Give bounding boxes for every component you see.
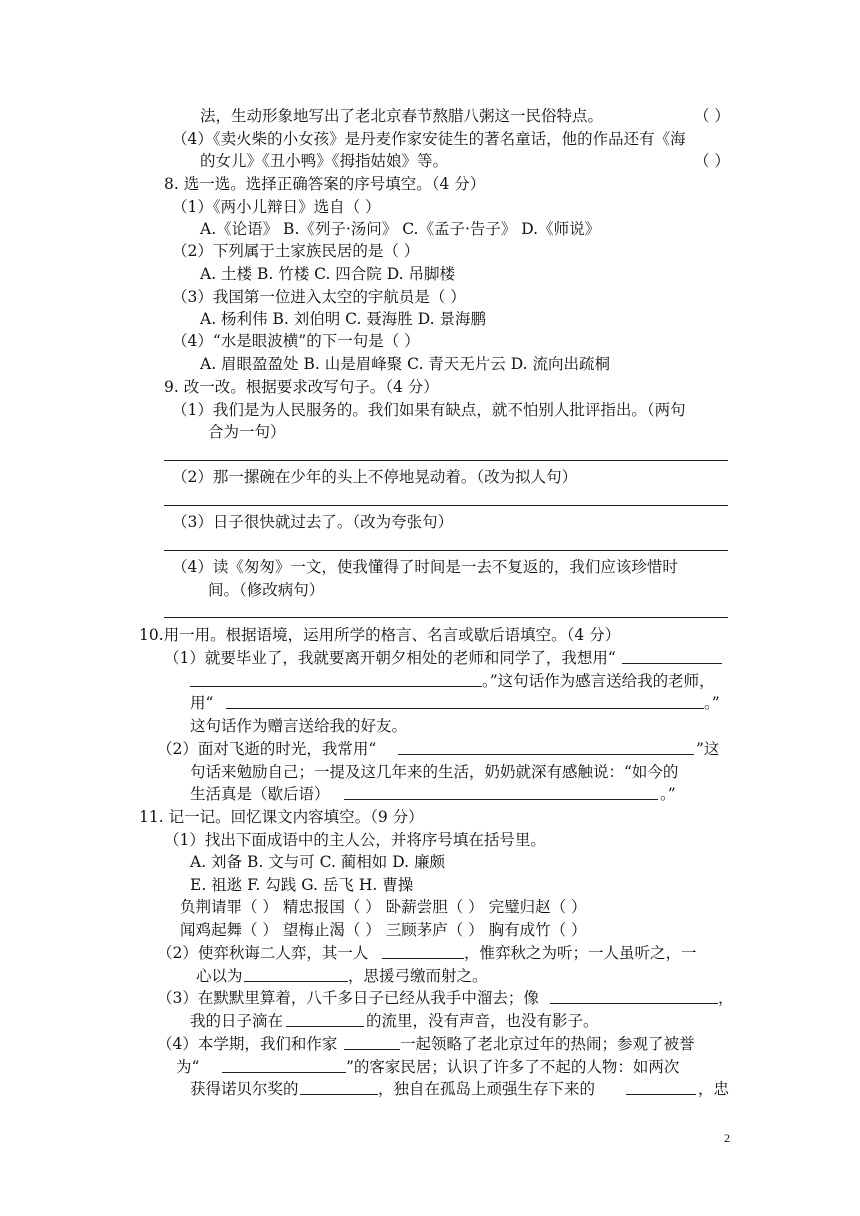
q10-item2-line3-start: 生活真是（歇后语）: [190, 785, 330, 803]
q8-item4-options: A. 眉眼盈盈处 B. 山是眉峰聚 C. 青天无片云 D. 流向出疏桐: [200, 355, 610, 373]
q8-item2: （2）下列属于土家族民居的是（ ）: [172, 242, 420, 260]
q7-item4-line1: （4）《卖火柴的小女孩》是丹麦作家安徒生的著名童话，他的作品还有《海: [172, 130, 686, 148]
q11-item3-blank1[interactable]: [550, 1003, 718, 1004]
q11-item1: （1）找出下面成语中的主人公，并将序号填在括号里。: [164, 831, 546, 849]
q9-item1-line2: 合为一句）: [208, 423, 286, 441]
q10-item1-blank1a[interactable]: [622, 663, 722, 664]
q11-item4-line1-start: （4）本学期，我们和作家: [157, 1035, 338, 1053]
q11-item4-line3-mid: ，独自在孤岛上顽强生存下来的: [378, 1080, 596, 1098]
q8-heading: 8. 选一选。选择正确答案的序号填空。（4 分）: [164, 175, 486, 193]
q9-item2-answer-line[interactable]: [164, 505, 728, 506]
q11-item1-options-row1: A. 刘备 B. 文与可 C. 蔺相如 D. 廉颇: [190, 853, 445, 871]
q11-item2-blank2[interactable]: [244, 981, 348, 982]
q10-heading: 10.用一用。根据语境，运用所学的格言、名言或歇后语填空。（4 分）: [139, 626, 621, 644]
q9-item3-answer-line[interactable]: [164, 550, 728, 551]
q9-item1-line1: （1）我们是为人民服务的。我们如果有缺点，就不怕别人批评指出。（两句: [172, 401, 686, 419]
q11-item2-line2-end: ，思援弓缴而射之。: [348, 967, 488, 985]
q11-item4-blank3[interactable]: [300, 1094, 378, 1095]
q11-item4-blank4[interactable]: [626, 1094, 696, 1095]
q9-item4-line1: （4）读《匆匆》一文，使我懂得了时间是一去不复返的，我们应该珍惜时: [172, 558, 678, 576]
q11-item2-blank1[interactable]: [382, 958, 464, 959]
q10-item1-blank1b[interactable]: [190, 686, 482, 687]
page-number: 2: [724, 1131, 730, 1145]
q7-item4-answer-paren[interactable]: （ ）: [694, 152, 730, 170]
q11-item2-line1-start: （2）使弈秋诲二人弈，其一人: [157, 944, 369, 962]
q7-item3-answer-paren[interactable]: （ ）: [694, 107, 730, 125]
q9-item3: （3）日子很快就过去了。（改为夸张句）: [172, 513, 454, 531]
q8-item1-options: A.《论语》 B.《列子·汤问》 C.《孟子·告子》 D.《师说》: [200, 220, 601, 238]
q11-item3-blank2[interactable]: [286, 1026, 364, 1027]
q11-item4-blank2[interactable]: [222, 1072, 346, 1073]
q8-item4: （4）“水是眼波横”的下一句是（ ）: [172, 332, 420, 350]
q8-item2-options: A. 土楼 B. 竹楼 C. 四合院 D. 吊脚楼: [200, 265, 455, 283]
q11-item4-line3-end: ，忠: [698, 1080, 730, 1098]
q11-item3-line1-start: （3）在默默里算着，八千多日子已经从我手中溜去；像: [157, 989, 539, 1007]
q11-item4-line2-end: ”的客家民居；认识了许多了不起的人物：如两次: [346, 1058, 680, 1076]
q10-item1-line3-end: 。”: [704, 694, 720, 712]
q11-item3-line2-end: 的流里，没有声音，也没有影子。: [366, 1012, 599, 1030]
q11-item4-line2-start: 为“: [176, 1058, 200, 1076]
q10-item1-line1: （1）就要毕业了，我就要离开朝夕相处的老师和同学了，我想用“: [164, 649, 616, 667]
q11-heading: 11. 记一记。回忆课文内容填空。（9 分）: [139, 808, 424, 826]
q8-item3-options: A. 杨利伟 B. 刘伯明 C. 聂海胜 D. 景海鹏: [200, 310, 486, 328]
q9-item4-answer-line[interactable]: [164, 617, 728, 618]
q10-item2-blank1[interactable]: [398, 754, 694, 755]
q11-item2-line1-end: ，惟弈秋之为听；一人虽听之，一: [464, 944, 697, 962]
q10-item1-line3-start: 用“: [190, 694, 214, 712]
q10-item2-blank2[interactable]: [344, 799, 658, 800]
q10-item1-blank2[interactable]: [226, 708, 704, 709]
q10-item2-line1-start: （2）面对飞逝的时光，我常用“: [157, 740, 377, 758]
q11-item3-line2-start: 我的日子滴在: [190, 1012, 284, 1030]
q11-idioms-row2[interactable]: 闻鸡起舞（ ） 望梅止渴（ ） 三顾茅庐（ ） 胸有成竹（ ）: [180, 921, 587, 939]
q11-item2-line2-start: 心以为: [196, 967, 243, 985]
q11-item4-line3-start: 获得诺贝尔奖的: [190, 1080, 299, 1098]
q9-item2: （2）那一摞碗在少年的头上不停地晃动着。（改为拟人句）: [172, 468, 578, 486]
q9-heading: 9. 改一改。根据要求改写句子。（4 分）: [164, 378, 439, 396]
q10-item1-line4: 这句话作为赠言送给我的好友。: [190, 717, 408, 735]
q11-item3-line1-end: ，: [718, 989, 734, 1007]
q11-item1-options-row2: E. 祖逖 F. 勾践 G. 岳飞 H. 曹操: [190, 876, 414, 894]
q9-item1-answer-line[interactable]: [164, 460, 728, 461]
q10-item2-line1-end: ”这: [696, 740, 720, 758]
q10-item1-line2: 。”这句话作为感言送给我的老师，: [482, 672, 715, 690]
q9-item4-line2: 间。（修改病句）: [208, 581, 325, 599]
q10-item2-line3-end: 。”: [660, 785, 676, 803]
q11-idioms-row1[interactable]: 负荆请罪（ ） 精忠报国（ ） 卧薪尝胆（ ） 完璧归赵（ ）: [180, 898, 587, 916]
q11-item4-line1-end: 一起领略了老北京过年的热闹；参观了被誉: [400, 1035, 695, 1053]
q7-item3-line2: 法，生动形象地写出了老北京春节熬腊八粥这一民俗特点。: [200, 107, 604, 125]
q7-item4-line2: 的女儿》《丑小鸭》《拇指姑娘》等。: [200, 152, 449, 170]
q8-item3: （3）我国第一位进入太空的宇航员是（ ）: [172, 288, 466, 306]
q10-item2-line2: 句话来勉励自己；一提及这几年来的生活，奶奶就深有感触说：“如今的: [190, 763, 679, 781]
q8-item1: （1）《两小儿辩日》选自（ ）: [172, 198, 381, 216]
q11-item4-blank1[interactable]: [344, 1049, 400, 1050]
